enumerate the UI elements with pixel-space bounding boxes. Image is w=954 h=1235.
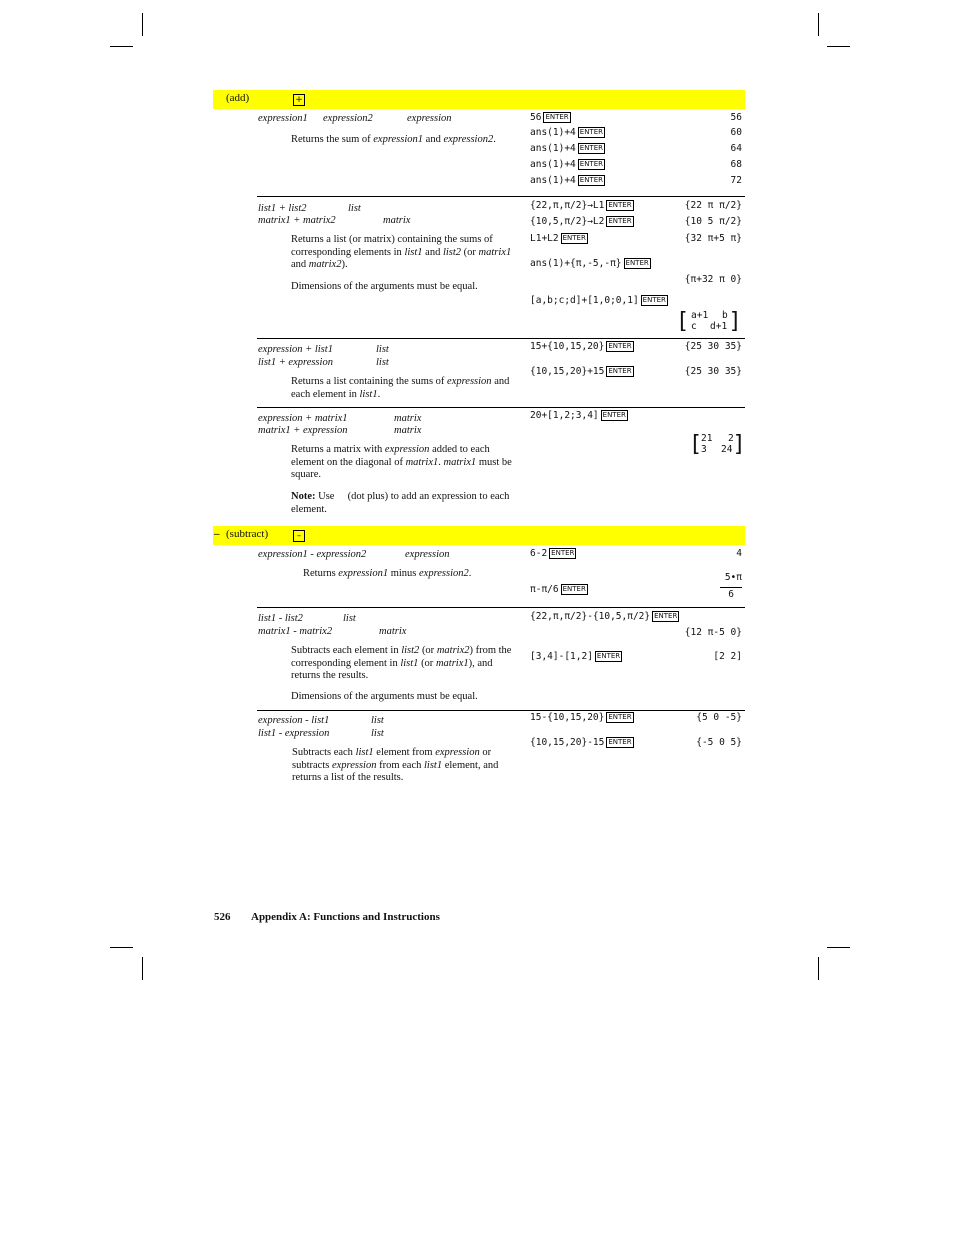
syntax-left: expression + matrix1 [258, 413, 348, 424]
note: Note: Use (dot plus) to add an expression to each element. [291, 491, 510, 515]
syntax-result: matrix [383, 215, 411, 226]
matrix-cell: d+1 [710, 321, 728, 332]
example-result: 60 [730, 127, 742, 138]
matrix-cell: c [691, 321, 697, 332]
matrix-cell: b [722, 310, 728, 321]
left-bracket: [ [692, 432, 701, 457]
example-input: {10,5,π/2}→L2 ENTER [530, 216, 632, 227]
minus-key-icon: – [293, 530, 305, 542]
section-divider [257, 407, 745, 408]
syntax-result: expression [405, 549, 450, 560]
syntax-left: matrix1 + matrix2 [258, 215, 336, 226]
syntax-result: expression [407, 113, 452, 124]
crop-mark [827, 46, 850, 47]
matrix-result [679, 310, 739, 334]
syntax-left: list1 - expression [258, 728, 330, 739]
add-header-band [213, 90, 745, 109]
example-input: ans(1)+{π,-5,-π} ENTER [530, 258, 649, 269]
example-result: 4 [736, 548, 742, 559]
example-result: {10 5 π/2} [684, 216, 742, 227]
example-result: {22 π π/2} [684, 200, 742, 211]
enter-key-icon: ENTER [579, 128, 603, 136]
right-bracket: ] [730, 309, 739, 334]
add-header-label: (add) [226, 92, 250, 104]
syntax-left: list1 + expression [258, 357, 333, 368]
crop-mark [110, 46, 133, 47]
example-input: [a,b;c;d]+[1,0;0,1] ENTER [530, 295, 666, 306]
description: Returns a list (or matrix) containing the sums of corresponding elements in list1 and list2 (or matrix1 and matrix2). [291, 234, 512, 270]
matrix-cell: a+1 [691, 310, 709, 321]
syntax-left: list1 + list2 [258, 203, 307, 214]
example-result: 56 [730, 112, 742, 123]
example-result: {π+32 π 0} [684, 274, 742, 285]
example-input: ans(1)+4 ENTER [530, 159, 603, 170]
example-result: {-5 0 5} [696, 737, 742, 748]
subtract-header-label: (subtract) [226, 528, 269, 540]
syntax-result: list [371, 728, 384, 739]
enter-key-icon: ENTER [654, 612, 678, 620]
matrix-result [692, 433, 742, 457]
enter-key-icon: ENTER [579, 144, 603, 152]
syntax-result: matrix [379, 626, 407, 637]
syntax-left: matrix1 - matrix2 [258, 626, 333, 637]
enter-key-icon: ENTER [579, 160, 603, 168]
enter-key-icon: ENTER [596, 652, 621, 660]
fraction-denominator: 6 [728, 589, 734, 600]
footer-title: Appendix A: Functions and Instructions [251, 911, 440, 923]
syntax-result: matrix [394, 425, 422, 436]
crop-mark [818, 13, 819, 36]
enter-key-icon: ENTER [562, 585, 586, 593]
enter-key-icon: ENTER [608, 713, 632, 721]
syntax-left: expression + list1 [258, 344, 333, 355]
enter-key-icon: ENTER [608, 201, 632, 209]
example-input: {22,π,π/2}-{10,5,π/2} ENTER [530, 611, 678, 622]
matrix-cell: 21 [701, 433, 713, 444]
example-input: ans(1)+4 ENTER [530, 127, 603, 138]
description: Returns a list containing the sums of expression and each element in list1. [291, 376, 510, 400]
plus-key-icon: + [293, 94, 305, 106]
enter-key-icon: ENTER [642, 296, 666, 304]
section-divider [257, 196, 745, 197]
crop-mark [142, 957, 143, 980]
example-input: 20+[1,2;3,4] ENTER [530, 410, 626, 421]
subtract-header-band [213, 526, 745, 545]
example-result: {5 0 -5} [696, 712, 742, 723]
example-result: {12 π-5 0} [684, 627, 742, 638]
section-divider [257, 710, 745, 711]
example-input: ans(1)+4 ENTER [530, 175, 603, 186]
example-result: {32 π+5 π} [684, 233, 742, 244]
syntax-arg: expression2 [323, 113, 373, 124]
description: Subtracts each element in list2 (or matrix2) from the corresponding element in list1 (or matrix1), and returns the results. [291, 645, 512, 681]
example-input: 15+{10,15,20} ENTER [530, 341, 632, 352]
example-result: 68 [730, 159, 742, 170]
matrix-cell: 3 [701, 444, 707, 455]
enter-key-icon: ENTER [608, 738, 632, 746]
example-input: 15-{10,15,20} ENTER [530, 712, 632, 723]
matrix-cell: 24 [721, 444, 733, 455]
example-result: {25 30 35} [684, 366, 742, 377]
syntax-left: list1 - list2 [258, 613, 303, 624]
example-result: [2 2] [713, 651, 742, 662]
example-input: {22,π,π/2}→L1 ENTER [530, 200, 632, 211]
syntax-result: list [376, 344, 389, 355]
description: Subtracts each list1 element from expression or subtracts expression from each list1 element, and returns a list of the results. [292, 747, 499, 783]
fraction-numerator: 5•π [724, 572, 742, 583]
crop-mark [110, 947, 133, 948]
description: Returns the sum of expression1 and expression2. [291, 134, 496, 145]
syntax-result: list [371, 715, 384, 726]
section-divider [257, 607, 745, 608]
description: Dimensions of the arguments must be equal. [291, 281, 478, 292]
syntax-left: matrix1 + expression [258, 425, 348, 436]
example-result: 64 [730, 143, 742, 154]
left-bracket: [ [679, 309, 688, 334]
enter-key-icon: ENTER [579, 176, 603, 184]
syntax-result: list [343, 613, 356, 624]
right-bracket: ] [734, 432, 743, 457]
enter-key-icon: ENTER [625, 259, 649, 267]
syntax-left: expression1 - expression2 [258, 549, 367, 560]
matrix-cell: 2 [728, 433, 734, 444]
crop-mark [827, 947, 850, 948]
example-input: [3,4]-[1,2] ENTER [530, 651, 621, 662]
enter-key-icon: ENTER [602, 411, 626, 419]
description: Dimensions of the arguments must be equal. [291, 691, 478, 702]
syntax-left: expression - list1 [258, 715, 330, 726]
description: Returns a matrix with expression added to each element on the diagonal of matrix1. matrix1 must be square. [291, 444, 512, 480]
example-input: 56 ENTER [530, 112, 569, 123]
enter-key-icon: ENTER [562, 234, 586, 242]
enter-key-icon: ENTER [545, 113, 569, 121]
example-result: {25 30 35} [684, 341, 742, 352]
crop-mark [142, 13, 143, 36]
syntax-result: list [348, 203, 361, 214]
example-input: {10,15,20}+15 ENTER [530, 366, 632, 377]
example-input: ans(1)+4 ENTER [530, 143, 603, 154]
minus-symbol: – [214, 528, 220, 540]
syntax-result: matrix [394, 413, 422, 424]
crop-mark [818, 957, 819, 980]
syntax-result: list [376, 357, 389, 368]
syntax-arg: expression1 [258, 113, 308, 124]
example-result: 72 [730, 175, 742, 186]
example-input: π-π/6 ENTER [530, 584, 586, 595]
enter-key-icon: ENTER [608, 342, 632, 350]
example-input: L1+L2 ENTER [530, 233, 586, 244]
description: Returns expression1 minus expression2. [303, 568, 472, 579]
page-number: 526 [214, 911, 231, 923]
enter-key-icon: ENTER [608, 217, 632, 225]
section-divider [257, 338, 745, 339]
enter-key-icon: ENTER [608, 367, 632, 375]
fraction-bar [720, 587, 742, 588]
example-input: {10,15,20}-15 ENTER [530, 737, 632, 748]
example-input: 6-2 ENTER [530, 548, 575, 559]
enter-key-icon: ENTER [551, 549, 575, 557]
